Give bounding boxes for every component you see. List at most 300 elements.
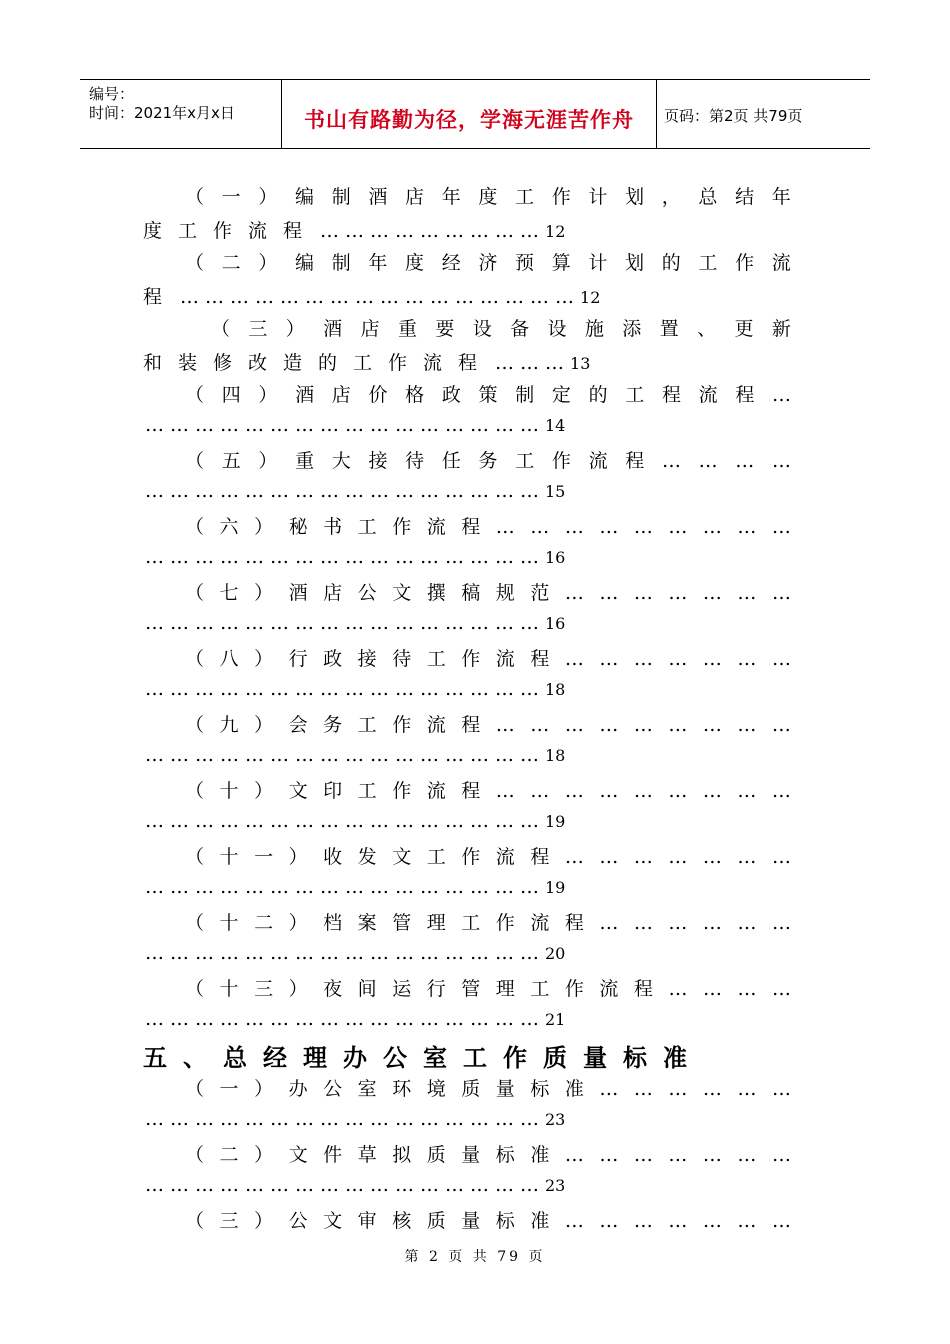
toc-char: 流 xyxy=(495,846,515,868)
toc-char: 流 xyxy=(599,978,619,1000)
toc-char: … xyxy=(702,846,722,868)
toc-char: … xyxy=(702,978,722,1000)
toc-char: … xyxy=(599,714,619,736)
toc-char: 结 xyxy=(735,186,755,208)
toc-char: 管 xyxy=(392,912,412,934)
toc-char: … xyxy=(599,516,619,538)
toc-char: 置 xyxy=(659,318,679,340)
toc-char: … xyxy=(702,714,722,736)
toc-char: 审 xyxy=(357,1210,377,1232)
toc-leader-dots: ………………………………………… xyxy=(145,942,545,964)
toc-char: … xyxy=(633,780,653,802)
toc-char: 五 xyxy=(221,450,241,472)
toc-char: 任 xyxy=(441,450,461,472)
toc-char: 标 xyxy=(495,1210,515,1232)
toc-char: … xyxy=(668,516,688,538)
toc-char: ） xyxy=(258,186,278,208)
toc-char: … xyxy=(702,1144,722,1166)
toc-char: 办 xyxy=(288,1078,308,1100)
toc-leader-dots: ………………………………………… xyxy=(180,286,581,308)
toc-char: 流 xyxy=(771,252,791,274)
toc-entry-line-1 xyxy=(185,842,791,872)
toc-char: … xyxy=(495,714,515,736)
toc-char: 公 xyxy=(323,1078,343,1100)
toc-char: 作 xyxy=(392,780,412,802)
toc-char: 工 xyxy=(698,252,718,274)
toc-char: … xyxy=(737,1078,757,1100)
toc-leader-dots: ………………………………………… xyxy=(145,1174,545,1196)
toc-char: 一 xyxy=(254,846,274,868)
toc-entry-line-2 xyxy=(143,876,791,906)
toc-char: 程 xyxy=(633,978,653,1000)
toc-char: … xyxy=(495,780,515,802)
toc-page-number: 16 xyxy=(545,614,566,633)
toc-char: 核 xyxy=(392,1210,412,1232)
toc-char: … xyxy=(633,912,653,934)
toc-char: 程 xyxy=(661,384,681,406)
toc-char: 十 xyxy=(219,978,239,1000)
toc-char: 工 xyxy=(515,186,535,208)
toc-char: … xyxy=(599,846,619,868)
toc-char: 六 xyxy=(219,516,239,538)
toc-char: 酒 xyxy=(323,318,343,340)
toc-char: … xyxy=(698,450,718,472)
toc-entry-line-1 xyxy=(185,248,791,278)
toc-char: 作 xyxy=(551,450,571,472)
toc-char: 酒 xyxy=(295,384,315,406)
toc-char: … xyxy=(702,582,722,604)
toc-entry-line-1 xyxy=(185,710,791,740)
toc-char: 务 xyxy=(478,450,498,472)
toc-char: 店 xyxy=(331,384,351,406)
toc-char: 夜 xyxy=(323,978,343,1000)
toc-char: 度 xyxy=(405,252,425,274)
toc-char: 工 xyxy=(426,846,446,868)
header-meta-cell xyxy=(80,80,281,148)
toc-char: （ xyxy=(211,318,231,340)
toc-char: ） xyxy=(288,978,308,1000)
toc-char: 理 xyxy=(495,978,515,1000)
toc-char: 工 xyxy=(357,516,377,538)
toc-char: （ xyxy=(185,186,205,208)
toc-char: 七 xyxy=(219,582,239,604)
toc-page-number: 19 xyxy=(545,812,566,831)
toc-char: 二 xyxy=(221,252,241,274)
toc-char: （ xyxy=(185,1144,205,1166)
toc-char: 的 xyxy=(588,384,608,406)
toc-char: 流 xyxy=(698,384,718,406)
toc-char: 大 xyxy=(331,450,351,472)
toc-char: 标 xyxy=(495,1144,515,1166)
toc-char: 施 xyxy=(584,318,604,340)
toc-char: 经 xyxy=(441,252,461,274)
toc-entry-line-1 xyxy=(185,512,791,542)
toc-entry-line-2 xyxy=(143,480,791,510)
toc-char: 作 xyxy=(495,912,515,934)
toc-char: 编 xyxy=(295,186,315,208)
toc-page-number: 19 xyxy=(545,878,566,897)
toc-char: ） xyxy=(254,1210,274,1232)
toc-char: ） xyxy=(258,384,278,406)
toc-char: 定 xyxy=(551,384,571,406)
toc-char: … xyxy=(633,714,653,736)
header-motto-cell xyxy=(281,80,657,148)
toc-char: … xyxy=(564,516,584,538)
toc-char: 档 xyxy=(323,912,343,934)
toc-page-number: 23 xyxy=(545,1176,566,1195)
toc-char: 作 xyxy=(735,252,755,274)
toc-char: 策 xyxy=(478,384,498,406)
toc-char: 量 xyxy=(461,1144,481,1166)
toc-char: 质 xyxy=(426,1210,446,1232)
toc-char: 计 xyxy=(588,252,608,274)
toc-char: … xyxy=(668,978,688,1000)
toc-char: 会 xyxy=(288,714,308,736)
toc-char: ） xyxy=(254,1144,274,1166)
toc-char: 书 xyxy=(323,516,343,538)
toc-page-number: 21 xyxy=(545,1010,566,1029)
toc-entry-line-1 xyxy=(185,644,791,674)
toc-char: 工 xyxy=(461,912,481,934)
toc-char: 年 xyxy=(771,186,791,208)
toc-char: … xyxy=(530,516,550,538)
toc-leader-dots: ………………………………………… xyxy=(145,1108,545,1130)
toc-page-number: 15 xyxy=(545,482,566,501)
toc-char: … xyxy=(702,1210,722,1232)
toc-entry-line-1 xyxy=(211,314,791,344)
toc-leader-dots: ………………………………………… xyxy=(145,612,545,634)
toc-char: （ xyxy=(185,516,205,538)
toc-char: … xyxy=(702,780,722,802)
toc-entry-line-1 xyxy=(185,1206,791,1236)
toc-char: 更 xyxy=(734,318,754,340)
toc-entry-line-2 xyxy=(143,678,791,708)
toc-char: 作 xyxy=(564,978,584,1000)
toc-char: 理 xyxy=(426,912,446,934)
page-footer: 第 2 页 共 79 页 xyxy=(404,1249,546,1265)
toc-char: … xyxy=(737,516,757,538)
toc-char: … xyxy=(737,780,757,802)
toc-char: 政 xyxy=(323,648,343,670)
toc-char: 拟 xyxy=(392,1144,412,1166)
toc-char: 行 xyxy=(426,978,446,1000)
toc-char: （ xyxy=(185,846,205,868)
toc-char: 计 xyxy=(588,186,608,208)
toc-char: 文 xyxy=(323,1210,343,1232)
toc-char: （ xyxy=(185,450,205,472)
toc-char: … xyxy=(668,912,688,934)
toc-char: … xyxy=(771,582,791,604)
toc-char: 店 xyxy=(405,186,425,208)
toc-char: … xyxy=(737,648,757,670)
toc-char: 年 xyxy=(441,186,461,208)
toc-char: 制 xyxy=(331,186,351,208)
toc-entry-line-2 xyxy=(143,1008,791,1038)
toc-char: 流 xyxy=(588,450,608,472)
toc-char: 划 xyxy=(625,186,645,208)
toc-char: 准 xyxy=(530,1210,550,1232)
toc-leader-dots: ………………………………………… xyxy=(145,480,545,502)
toc-char: 划 xyxy=(625,252,645,274)
toc-char: 件 xyxy=(323,1144,343,1166)
toc-char: … xyxy=(668,714,688,736)
toc-entry-line-2 xyxy=(143,810,791,840)
toc-leader-dots: ………………………………………… xyxy=(145,546,545,568)
toc-char: 度 xyxy=(478,186,498,208)
toc-char: 政 xyxy=(441,384,461,406)
toc-char: ， xyxy=(661,186,681,208)
toc-char: 撰 xyxy=(426,582,446,604)
toc-entry-text: 程 xyxy=(143,286,179,308)
toc-char: 准 xyxy=(564,1078,584,1100)
toc-char: （ xyxy=(185,384,205,406)
toc-char: 公 xyxy=(357,582,377,604)
toc-char: （ xyxy=(185,1078,205,1100)
toc-char: 预 xyxy=(515,252,535,274)
toc-char: 量 xyxy=(495,1078,515,1100)
toc-char: … xyxy=(633,1144,653,1166)
toc-char: … xyxy=(530,714,550,736)
toc-char: 流 xyxy=(495,648,515,670)
toc-page-number: 13 xyxy=(570,354,591,373)
toc-char: 制 xyxy=(515,384,535,406)
toc-char: 案 xyxy=(357,912,377,934)
toc-char: 酒 xyxy=(288,582,308,604)
toc-char: 工 xyxy=(426,648,446,670)
toc-char: 间 xyxy=(357,978,377,1000)
toc-char: … xyxy=(564,714,584,736)
toc-page-number: 20 xyxy=(545,944,566,963)
toc-char: （ xyxy=(185,978,205,1000)
document-time-label: 时间：2021年x月x日 xyxy=(89,104,235,122)
toc-char: ） xyxy=(258,450,278,472)
toc-char: 质 xyxy=(426,1144,446,1166)
toc-entry-line-2 xyxy=(143,546,791,576)
toc-char: 务 xyxy=(323,714,343,736)
toc-char: 程 xyxy=(461,780,481,802)
toc-char: 酒 xyxy=(368,186,388,208)
toc-char: 设 xyxy=(547,318,567,340)
toc-char: 稿 xyxy=(461,582,481,604)
toc-char: 程 xyxy=(735,384,755,406)
toc-char: 环 xyxy=(392,1078,412,1100)
toc-char: 十 xyxy=(219,846,239,868)
toc-char: 作 xyxy=(392,714,412,736)
toc-char: 行 xyxy=(288,648,308,670)
toc-char: 新 xyxy=(771,318,791,340)
toc-char: … xyxy=(668,1078,688,1100)
toc-char: ） xyxy=(254,1078,274,1100)
toc-entry-line-2 xyxy=(143,1108,791,1138)
toc-char: … xyxy=(737,714,757,736)
toc-char: ） xyxy=(254,582,274,604)
toc-char: … xyxy=(737,1210,757,1232)
toc-char: … xyxy=(668,1210,688,1232)
toc-char: … xyxy=(633,1078,653,1100)
toc-entry-line-2 xyxy=(143,216,791,246)
page-header xyxy=(80,79,870,149)
toc-char: 运 xyxy=(392,978,412,1000)
toc-char: 三 xyxy=(254,978,274,1000)
toc-char: … xyxy=(771,978,791,1000)
section-heading: 五、总经理办公室工作质量标准 xyxy=(143,1044,703,1072)
toc-char: 发 xyxy=(357,846,377,868)
header-page-info: 页码：第2页 共79页 xyxy=(664,107,803,125)
toc-char: … xyxy=(771,1078,791,1100)
toc-entry-line-1 xyxy=(185,1140,791,1170)
toc-char: 一 xyxy=(221,186,241,208)
toc-char: … xyxy=(599,780,619,802)
toc-entry-line-1 xyxy=(185,380,791,410)
toc-char: ） xyxy=(254,648,274,670)
toc-char: 程 xyxy=(461,714,481,736)
toc-char: 十 xyxy=(219,780,239,802)
toc-char: … xyxy=(771,648,791,670)
toc-char: … xyxy=(633,1210,653,1232)
toc-char: （ xyxy=(185,648,205,670)
toc-char: 工 xyxy=(530,978,550,1000)
toc-char: 程 xyxy=(530,846,550,868)
toc-char: 标 xyxy=(530,1078,550,1100)
toc-char: … xyxy=(771,450,791,472)
toc-char: 管 xyxy=(461,978,481,1000)
toc-char: … xyxy=(772,384,791,406)
toc-char: 要 xyxy=(435,318,455,340)
toc-char: … xyxy=(771,780,791,802)
toc-char: 室 xyxy=(357,1078,377,1100)
toc-char: … xyxy=(661,450,681,472)
toc-char: … xyxy=(702,516,722,538)
toc-char: … xyxy=(599,582,619,604)
toc-entry-line-1 xyxy=(185,908,791,938)
toc-char: 程 xyxy=(530,648,550,670)
toc-char: 一 xyxy=(219,1078,239,1100)
toc-leader-dots: ………………………………………… xyxy=(145,1008,545,1030)
toc-char: … xyxy=(564,1210,584,1232)
toc-char: 九 xyxy=(219,714,239,736)
toc-char: ） xyxy=(285,318,305,340)
toc-char: 价 xyxy=(368,384,388,406)
toc-char: 程 xyxy=(564,912,584,934)
toc-char: … xyxy=(633,582,653,604)
toc-entry-text: 和装修改造的工作流程 xyxy=(143,352,494,374)
toc-char: 作 xyxy=(551,186,571,208)
toc-entry-line-1 xyxy=(185,182,791,212)
toc-char: （ xyxy=(185,252,205,274)
toc-char: … xyxy=(633,648,653,670)
toc-char: … xyxy=(771,516,791,538)
toc-leader-dots: ……… xyxy=(495,352,571,374)
toc-char: … xyxy=(564,846,584,868)
toc-char: … xyxy=(737,846,757,868)
toc-entry-line-2 xyxy=(143,282,791,312)
toc-char: … xyxy=(737,582,757,604)
toc-entry-line-1 xyxy=(185,974,791,1004)
toc-leader-dots: ………………………………………… xyxy=(145,744,545,766)
toc-char: … xyxy=(771,912,791,934)
toc-page-number: 18 xyxy=(545,680,566,699)
toc-char: … xyxy=(737,978,757,1000)
toc-char: 文 xyxy=(288,1144,308,1166)
toc-char: 接 xyxy=(368,450,388,472)
document-number-label: 编号： xyxy=(89,85,135,103)
toc-entry-line-1 xyxy=(185,446,791,476)
toc-char: 四 xyxy=(221,384,241,406)
toc-char: （ xyxy=(185,582,205,604)
toc-char: … xyxy=(564,780,584,802)
toc-char: … xyxy=(530,780,550,802)
toc-char: 重 xyxy=(397,318,417,340)
toc-entry-line-2 xyxy=(143,744,791,774)
toc-char: 准 xyxy=(530,1144,550,1166)
toc-char: 备 xyxy=(510,318,530,340)
toc-char: 印 xyxy=(323,780,343,802)
toc-char: 流 xyxy=(426,516,446,538)
toc-char: 流 xyxy=(426,714,446,736)
toc-char: 文 xyxy=(392,846,412,868)
toc-char: 规 xyxy=(495,582,515,604)
toc-char: 收 xyxy=(323,846,343,868)
toc-entry-line-2 xyxy=(143,348,791,378)
toc-char: … xyxy=(737,1144,757,1166)
toc-char: 流 xyxy=(530,912,550,934)
toc-char: … xyxy=(771,1210,791,1232)
toc-char: 店 xyxy=(360,318,380,340)
toc-leader-dots: ………………………………………… xyxy=(145,876,545,898)
toc-char: … xyxy=(668,648,688,670)
toc-char: … xyxy=(564,582,584,604)
toc-char: 制 xyxy=(331,252,351,274)
toc-char: 总 xyxy=(698,186,718,208)
toc-char: … xyxy=(599,1144,619,1166)
toc-leader-dots: ………………………………………… xyxy=(145,810,545,832)
toc-entry-line-1 xyxy=(185,776,791,806)
toc-char: 草 xyxy=(357,1144,377,1166)
toc-entry-line-2 xyxy=(143,612,791,642)
toc-entry-line-2 xyxy=(143,942,791,972)
toc-leader-dots: ………………………………………… xyxy=(145,414,545,436)
toc-char: 文 xyxy=(288,780,308,802)
toc-char: … xyxy=(668,582,688,604)
toc-char: 工 xyxy=(625,384,645,406)
toc-char: … xyxy=(668,846,688,868)
toc-char: 程 xyxy=(461,516,481,538)
toc-char: 作 xyxy=(461,648,481,670)
toc-char: 质 xyxy=(461,1078,481,1100)
toc-char: … xyxy=(771,846,791,868)
toc-char: 、 xyxy=(697,318,717,340)
toc-char: ） xyxy=(254,780,274,802)
toc-entry-text: 度工作流程 xyxy=(143,220,319,242)
toc-page-number: 23 xyxy=(545,1110,566,1129)
toc-char: … xyxy=(735,450,755,472)
toc-char: 量 xyxy=(461,1210,481,1232)
toc-char: 二 xyxy=(254,912,274,934)
toc-char: （ xyxy=(185,912,205,934)
toc-char: （ xyxy=(185,780,205,802)
toc-char: ） xyxy=(288,912,308,934)
toc-char: 重 xyxy=(295,450,315,472)
toc-char: ） xyxy=(254,714,274,736)
toc-char: … xyxy=(495,516,515,538)
toc-char: 工 xyxy=(515,450,535,472)
toc-char: （ xyxy=(185,714,205,736)
toc-char: … xyxy=(668,780,688,802)
toc-char: 工 xyxy=(357,780,377,802)
toc-char: 作 xyxy=(461,846,481,868)
toc-char: 范 xyxy=(530,582,550,604)
toc-leader-dots: ……………………… xyxy=(320,220,546,242)
